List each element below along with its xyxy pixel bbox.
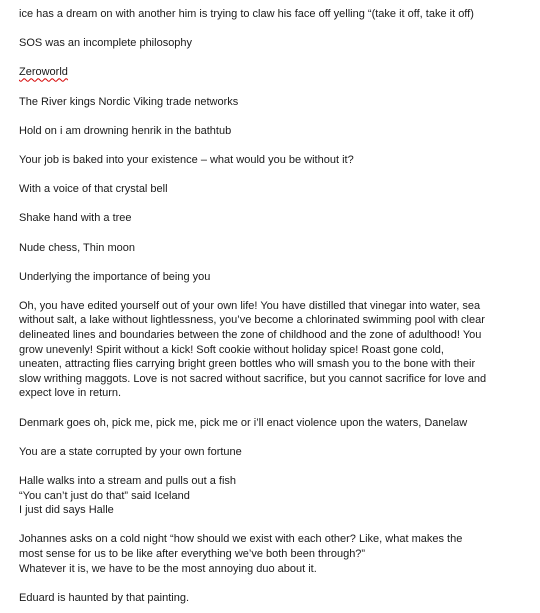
text-line: Hold on i am drowning henrik in the bathtub — [19, 124, 232, 137]
spellcheck-flagged-word[interactable]: Zeroworld — [19, 66, 68, 79]
text-line: I just did says Halle — [19, 504, 114, 517]
text-line: With a voice of that crystal bell — [19, 183, 168, 196]
text-line: ice has a dream on with another him is trying to claw his face off yelling “(take it off, take it off) — [19, 8, 474, 20]
paragraph-line: expect love in return. — [19, 387, 122, 400]
paragraph-halle — [19, 474, 519, 518]
paragraph-line: Oh, you have edited yourself out of your own life! You have distilled that vinegar into water, sea — [19, 299, 481, 312]
paragraph-line: without salt, a lake without lightlessness, you’ve become a chlorinated swimming pool with clear — [19, 314, 485, 327]
text-line: You are a state corrupted by your own fortune — [19, 445, 242, 458]
text-line: most sense for us to be like after everything we’ve both been through?” — [19, 547, 366, 560]
text-line: Underlying the importance of being you — [19, 270, 211, 283]
paragraph-line: delineated lines and boundaries between the zone of childhood and the zone of adulthood! You — [19, 329, 482, 342]
paragraph-line: uneaten, attracting flies carrying bright green bottles who will smash you to the bone with their — [19, 358, 476, 371]
paragraph-johannes — [19, 532, 519, 576]
document-body[interactable] — [19, 7, 519, 605]
paragraph-edited-yourself — [19, 299, 519, 401]
paragraph-line: grow unevenly! Spirit without a kick! Soft cookie without holiday spice! Roast gone cold, — [19, 343, 444, 356]
text-line: Johannes asks on a cold night “how should we exist with each other? Like, what makes the — [19, 533, 463, 546]
text-line: Denmark goes oh, pick me, pick me, pick me or i’ll enact violence upon the waters, Danelaw — [19, 416, 468, 429]
text-line: Eduard is haunted by that painting. — [19, 591, 190, 604]
text-line-zeroworld — [19, 65, 519, 80]
text-line: Your job is baked into your existence – what would you be without it? — [19, 153, 354, 166]
text-line: “You can’t just do that” said Iceland — [19, 489, 190, 502]
paragraph-line: slow writhing maggots. Love is not sacred without sacrifice, but you cannot sacrifice for love and — [19, 372, 487, 385]
text-line: Halle walks into a stream and pulls out a fish — [19, 475, 237, 487]
text-line: SOS was an incomplete philosophy — [19, 37, 193, 50]
text-line: Shake hand with a tree — [19, 212, 132, 225]
text-line: The River kings Nordic Viking trade networks — [19, 95, 239, 108]
text-line: Nude chess, Thin moon — [19, 241, 135, 254]
text-line: Whatever it is, we have to be the most annoying duo about it. — [19, 562, 317, 575]
